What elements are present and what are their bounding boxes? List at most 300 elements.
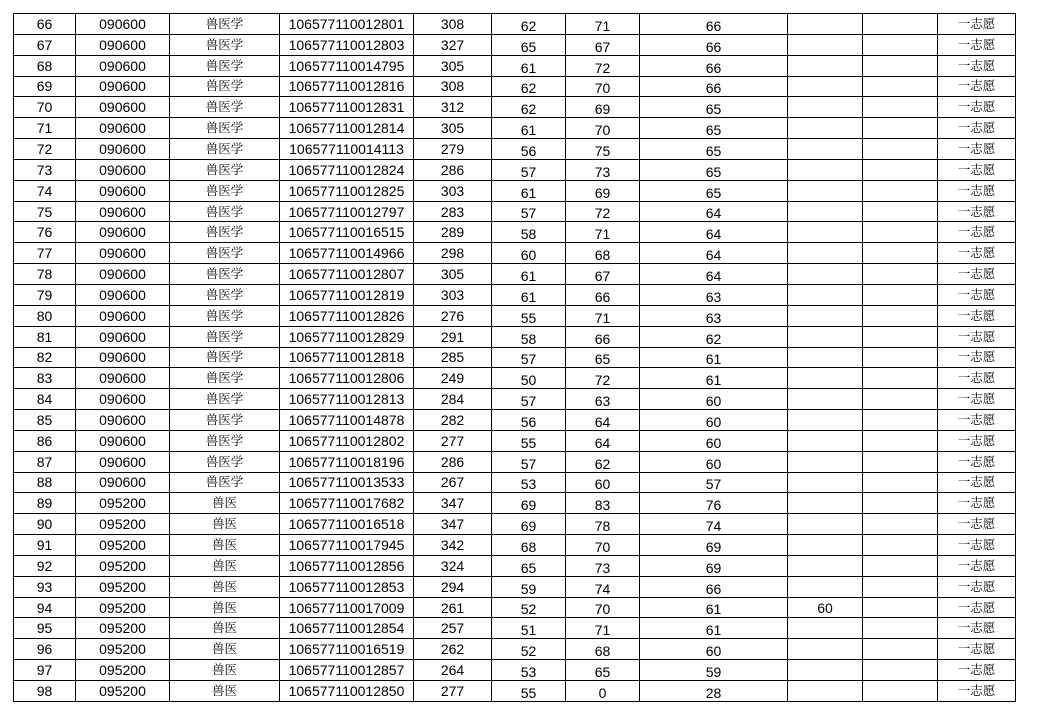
score-1-cell: 62	[492, 97, 566, 118]
total-score-cell: 342	[414, 535, 492, 556]
total-score-cell: 277	[414, 681, 492, 702]
score-3-cell: 60	[640, 639, 788, 660]
extra-score-2-cell	[863, 639, 938, 660]
volunteer-status-cell: 一志愿	[938, 180, 1016, 201]
row-number-cell: 72	[14, 139, 76, 160]
score-2-cell: 66	[566, 326, 640, 347]
major-name-cell: 兽医学	[170, 76, 280, 97]
major-name-cell: 兽医学	[170, 14, 280, 35]
total-score-cell: 305	[414, 264, 492, 285]
score-3-cell: 69	[640, 535, 788, 556]
extra-score-2-cell	[863, 555, 938, 576]
volunteer-status-cell: 一志愿	[938, 14, 1016, 35]
extra-score-2-cell	[863, 76, 938, 97]
major-name-cell: 兽医学	[170, 368, 280, 389]
major-code-cell: 090600	[76, 347, 170, 368]
candidate-id-cell: 106577110012854	[280, 618, 414, 639]
score-1-cell: 61	[492, 264, 566, 285]
candidate-id-cell: 106577110012831	[280, 97, 414, 118]
score-3-cell: 60	[640, 430, 788, 451]
major-code-cell: 095200	[76, 681, 170, 702]
row-number-cell: 77	[14, 243, 76, 264]
major-name-cell: 兽医	[170, 493, 280, 514]
score-1-cell: 68	[492, 535, 566, 556]
score-1-cell: 69	[492, 493, 566, 514]
table-row	[14, 201, 1016, 222]
volunteer-status-cell: 一志愿	[938, 222, 1016, 243]
major-code-cell: 090600	[76, 222, 170, 243]
extra-score-2-cell	[863, 681, 938, 702]
score-2-cell: 72	[566, 201, 640, 222]
score-1-cell: 58	[492, 222, 566, 243]
table-row	[14, 159, 1016, 180]
volunteer-status-cell: 一志愿	[938, 368, 1016, 389]
volunteer-status-cell: 一志愿	[938, 201, 1016, 222]
score-3-cell: 63	[640, 284, 788, 305]
candidate-id-cell: 106577110014795	[280, 55, 414, 76]
table-row	[14, 618, 1016, 639]
extra-score-2-cell	[863, 139, 938, 160]
score-1-cell: 50	[492, 368, 566, 389]
candidate-id-cell: 106577110014966	[280, 243, 414, 264]
score-2-cell: 68	[566, 639, 640, 660]
major-code-cell: 090600	[76, 451, 170, 472]
score-3-cell: 65	[640, 139, 788, 160]
score-2-cell: 71	[566, 305, 640, 326]
major-code-cell: 090600	[76, 430, 170, 451]
extra-score-2-cell	[863, 472, 938, 493]
table-row	[14, 305, 1016, 326]
score-2-cell: 70	[566, 535, 640, 556]
candidate-id-cell: 106577110012807	[280, 264, 414, 285]
table-row	[14, 597, 1016, 618]
major-code-cell: 095200	[76, 555, 170, 576]
extra-score-1-cell	[788, 34, 863, 55]
total-score-cell: 294	[414, 576, 492, 597]
major-name-cell: 兽医	[170, 618, 280, 639]
score-1-cell: 57	[492, 159, 566, 180]
score-3-cell: 74	[640, 514, 788, 535]
extra-score-2-cell	[863, 535, 938, 556]
major-code-cell: 090600	[76, 201, 170, 222]
extra-score-1-cell	[788, 14, 863, 35]
score-2-cell: 62	[566, 451, 640, 472]
candidate-id-cell: 106577110012816	[280, 76, 414, 97]
candidate-id-cell: 106577110012803	[280, 34, 414, 55]
volunteer-status-cell: 一志愿	[938, 76, 1016, 97]
row-number-cell: 84	[14, 389, 76, 410]
extra-score-2-cell	[863, 243, 938, 264]
score-3-cell: 64	[640, 201, 788, 222]
score-2-cell: 72	[566, 55, 640, 76]
score-1-cell: 65	[492, 555, 566, 576]
candidate-id-cell: 106577110012818	[280, 347, 414, 368]
major-name-cell: 兽医学	[170, 451, 280, 472]
table-row	[14, 55, 1016, 76]
table-row	[14, 576, 1016, 597]
extra-score-1-cell	[788, 472, 863, 493]
row-number-cell: 98	[14, 681, 76, 702]
score-1-cell: 51	[492, 618, 566, 639]
score-1-cell: 62	[492, 14, 566, 35]
total-score-cell: 298	[414, 243, 492, 264]
row-number-cell: 90	[14, 514, 76, 535]
score-2-cell: 72	[566, 368, 640, 389]
score-3-cell: 59	[640, 660, 788, 681]
major-name-cell: 兽医	[170, 514, 280, 535]
table-row	[14, 681, 1016, 702]
major-code-cell: 090600	[76, 34, 170, 55]
candidate-id-cell: 106577110012797	[280, 201, 414, 222]
total-score-cell: 283	[414, 201, 492, 222]
table-row	[14, 555, 1016, 576]
score-1-cell: 59	[492, 576, 566, 597]
extra-score-1-cell	[788, 180, 863, 201]
volunteer-status-cell: 一志愿	[938, 118, 1016, 139]
table-row	[14, 118, 1016, 139]
row-number-cell: 97	[14, 660, 76, 681]
score-2-cell: 73	[566, 159, 640, 180]
score-2-cell: 69	[566, 180, 640, 201]
score-3-cell: 65	[640, 180, 788, 201]
row-number-cell: 68	[14, 55, 76, 76]
score-1-cell: 57	[492, 201, 566, 222]
table-row	[14, 284, 1016, 305]
score-3-cell: 60	[640, 451, 788, 472]
table-row	[14, 326, 1016, 347]
volunteer-status-cell: 一志愿	[938, 243, 1016, 264]
extra-score-1-cell	[788, 347, 863, 368]
extra-score-2-cell	[863, 493, 938, 514]
score-1-cell: 61	[492, 180, 566, 201]
major-code-cell: 090600	[76, 305, 170, 326]
row-number-cell: 82	[14, 347, 76, 368]
score-1-cell: 55	[492, 305, 566, 326]
extra-score-1-cell	[788, 243, 863, 264]
table-body	[14, 14, 1016, 702]
major-name-cell: 兽医	[170, 681, 280, 702]
candidate-id-cell: 106577110012826	[280, 305, 414, 326]
score-3-cell: 64	[640, 222, 788, 243]
major-name-cell: 兽医	[170, 597, 280, 618]
major-name-cell: 兽医学	[170, 347, 280, 368]
extra-score-2-cell	[863, 410, 938, 431]
table-row	[14, 639, 1016, 660]
major-code-cell: 090600	[76, 326, 170, 347]
extra-score-1-cell	[788, 389, 863, 410]
extra-score-2-cell	[863, 514, 938, 535]
candidate-id-cell: 106577110012813	[280, 389, 414, 410]
score-2-cell: 68	[566, 243, 640, 264]
score-3-cell: 57	[640, 472, 788, 493]
row-number-cell: 83	[14, 368, 76, 389]
score-2-cell: 71	[566, 618, 640, 639]
total-score-cell: 305	[414, 55, 492, 76]
table-row	[14, 389, 1016, 410]
score-1-cell: 61	[492, 55, 566, 76]
major-name-cell: 兽医	[170, 660, 280, 681]
total-score-cell: 257	[414, 618, 492, 639]
extra-score-1-cell	[788, 451, 863, 472]
candidate-id-cell: 106577110018196	[280, 451, 414, 472]
table-row	[14, 347, 1016, 368]
row-number-cell: 86	[14, 430, 76, 451]
candidate-id-cell: 106577110014878	[280, 410, 414, 431]
volunteer-status-cell: 一志愿	[938, 576, 1016, 597]
score-2-cell: 78	[566, 514, 640, 535]
extra-score-2-cell	[863, 347, 938, 368]
total-score-cell: 305	[414, 118, 492, 139]
score-2-cell: 64	[566, 430, 640, 451]
table-row	[14, 139, 1016, 160]
major-code-cell: 095200	[76, 660, 170, 681]
major-name-cell: 兽医学	[170, 410, 280, 431]
extra-score-1-cell	[788, 284, 863, 305]
table-row	[14, 34, 1016, 55]
score-1-cell: 61	[492, 118, 566, 139]
major-code-cell: 090600	[76, 76, 170, 97]
table-row	[14, 451, 1016, 472]
major-name-cell: 兽医学	[170, 180, 280, 201]
candidate-id-cell: 106577110016515	[280, 222, 414, 243]
major-name-cell: 兽医学	[170, 264, 280, 285]
candidate-id-cell: 106577110013533	[280, 472, 414, 493]
total-score-cell: 303	[414, 180, 492, 201]
table-row	[14, 493, 1016, 514]
candidate-id-cell: 106577110012850	[280, 681, 414, 702]
extra-score-2-cell	[863, 451, 938, 472]
table-row	[14, 430, 1016, 451]
table-row	[14, 243, 1016, 264]
extra-score-2-cell	[863, 118, 938, 139]
score-1-cell: 60	[492, 243, 566, 264]
total-score-cell: 249	[414, 368, 492, 389]
row-number-cell: 66	[14, 14, 76, 35]
extra-score-2-cell	[863, 326, 938, 347]
volunteer-status-cell: 一志愿	[938, 264, 1016, 285]
row-number-cell: 73	[14, 159, 76, 180]
table-row	[14, 97, 1016, 118]
major-name-cell: 兽医学	[170, 118, 280, 139]
total-score-cell: 264	[414, 660, 492, 681]
major-code-cell: 095200	[76, 618, 170, 639]
candidate-id-cell: 106577110012801	[280, 14, 414, 35]
score-3-cell: 28	[640, 681, 788, 702]
row-number-cell: 75	[14, 201, 76, 222]
volunteer-status-cell: 一志愿	[938, 555, 1016, 576]
major-code-cell: 090600	[76, 14, 170, 35]
candidate-id-cell: 106577110017682	[280, 493, 414, 514]
major-code-cell: 090600	[76, 139, 170, 160]
table-row	[14, 514, 1016, 535]
score-2-cell: 71	[566, 222, 640, 243]
volunteer-status-cell: 一志愿	[938, 55, 1016, 76]
score-3-cell: 62	[640, 326, 788, 347]
major-code-cell: 090600	[76, 97, 170, 118]
volunteer-status-cell: 一志愿	[938, 597, 1016, 618]
volunteer-status-cell: 一志愿	[938, 159, 1016, 180]
extra-score-1-cell	[788, 118, 863, 139]
score-3-cell: 66	[640, 576, 788, 597]
total-score-cell: 347	[414, 493, 492, 514]
score-2-cell: 75	[566, 139, 640, 160]
extra-score-2-cell	[863, 576, 938, 597]
extra-score-1-cell	[788, 430, 863, 451]
score-1-cell: 58	[492, 326, 566, 347]
total-score-cell: 303	[414, 284, 492, 305]
candidate-id-cell: 106577110012814	[280, 118, 414, 139]
row-number-cell: 94	[14, 597, 76, 618]
major-code-cell: 095200	[76, 639, 170, 660]
score-1-cell: 57	[492, 347, 566, 368]
volunteer-status-cell: 一志愿	[938, 389, 1016, 410]
total-score-cell: 262	[414, 639, 492, 660]
score-3-cell: 65	[640, 159, 788, 180]
extra-score-1-cell	[788, 97, 863, 118]
volunteer-status-cell: 一志愿	[938, 472, 1016, 493]
candidate-id-cell: 106577110012824	[280, 159, 414, 180]
extra-score-1-cell	[788, 639, 863, 660]
major-name-cell: 兽医	[170, 639, 280, 660]
row-number-cell: 70	[14, 97, 76, 118]
volunteer-status-cell: 一志愿	[938, 34, 1016, 55]
row-number-cell: 89	[14, 493, 76, 514]
extra-score-1-cell	[788, 410, 863, 431]
total-score-cell: 308	[414, 76, 492, 97]
score-1-cell: 61	[492, 284, 566, 305]
score-1-cell: 57	[492, 451, 566, 472]
extra-score-1-cell	[788, 326, 863, 347]
total-score-cell: 279	[414, 139, 492, 160]
candidate-id-cell: 106577110012819	[280, 284, 414, 305]
score-1-cell: 52	[492, 639, 566, 660]
candidate-id-cell: 106577110014113	[280, 139, 414, 160]
row-number-cell: 91	[14, 535, 76, 556]
major-code-cell: 095200	[76, 597, 170, 618]
score-2-cell: 69	[566, 97, 640, 118]
extra-score-2-cell	[863, 159, 938, 180]
table-row	[14, 76, 1016, 97]
extra-score-2-cell	[863, 180, 938, 201]
extra-score-1-cell	[788, 368, 863, 389]
score-2-cell: 67	[566, 34, 640, 55]
extra-score-1-cell	[788, 139, 863, 160]
volunteer-status-cell: 一志愿	[938, 97, 1016, 118]
major-code-cell: 090600	[76, 410, 170, 431]
extra-score-1-cell	[788, 159, 863, 180]
extra-score-2-cell	[863, 430, 938, 451]
total-score-cell: 324	[414, 555, 492, 576]
total-score-cell: 327	[414, 34, 492, 55]
table-row	[14, 14, 1016, 35]
score-2-cell: 70	[566, 118, 640, 139]
total-score-cell: 286	[414, 159, 492, 180]
score-1-cell: 56	[492, 139, 566, 160]
score-3-cell: 66	[640, 76, 788, 97]
major-name-cell: 兽医学	[170, 159, 280, 180]
table-row	[14, 660, 1016, 681]
major-code-cell: 095200	[76, 576, 170, 597]
row-number-cell: 78	[14, 264, 76, 285]
major-name-cell: 兽医	[170, 535, 280, 556]
row-number-cell: 92	[14, 555, 76, 576]
major-code-cell: 095200	[76, 514, 170, 535]
candidate-id-cell: 106577110012806	[280, 368, 414, 389]
volunteer-status-cell: 一志愿	[938, 139, 1016, 160]
extra-score-2-cell	[863, 97, 938, 118]
score-1-cell: 65	[492, 34, 566, 55]
score-3-cell: 65	[640, 118, 788, 139]
volunteer-status-cell: 一志愿	[938, 535, 1016, 556]
total-score-cell: 282	[414, 410, 492, 431]
extra-score-2-cell	[863, 55, 938, 76]
extra-score-2-cell	[863, 222, 938, 243]
score-1-cell: 56	[492, 410, 566, 431]
total-score-cell: 347	[414, 514, 492, 535]
major-code-cell: 090600	[76, 118, 170, 139]
major-code-cell: 095200	[76, 535, 170, 556]
extra-score-2-cell	[863, 34, 938, 55]
major-name-cell: 兽医学	[170, 389, 280, 410]
major-code-cell: 090600	[76, 159, 170, 180]
row-number-cell: 87	[14, 451, 76, 472]
score-3-cell: 66	[640, 14, 788, 35]
volunteer-status-cell: 一志愿	[938, 326, 1016, 347]
extra-score-1-cell: 60	[788, 597, 863, 618]
major-name-cell: 兽医学	[170, 472, 280, 493]
total-score-cell: 277	[414, 430, 492, 451]
volunteer-status-cell: 一志愿	[938, 660, 1016, 681]
score-2-cell: 65	[566, 347, 640, 368]
score-1-cell: 69	[492, 514, 566, 535]
score-3-cell: 66	[640, 34, 788, 55]
extra-score-1-cell	[788, 618, 863, 639]
major-name-cell: 兽医学	[170, 34, 280, 55]
extra-score-1-cell	[788, 493, 863, 514]
table-row	[14, 535, 1016, 556]
score-2-cell: 65	[566, 660, 640, 681]
table-row	[14, 472, 1016, 493]
volunteer-status-cell: 一志愿	[938, 681, 1016, 702]
volunteer-status-cell: 一志愿	[938, 618, 1016, 639]
major-code-cell: 090600	[76, 243, 170, 264]
major-name-cell: 兽医学	[170, 284, 280, 305]
extra-score-2-cell	[863, 368, 938, 389]
major-name-cell: 兽医学	[170, 97, 280, 118]
candidate-id-cell: 106577110012853	[280, 576, 414, 597]
score-3-cell: 60	[640, 410, 788, 431]
major-name-cell: 兽医学	[170, 243, 280, 264]
total-score-cell: 267	[414, 472, 492, 493]
extra-score-1-cell	[788, 576, 863, 597]
extra-score-2-cell	[863, 597, 938, 618]
volunteer-status-cell: 一志愿	[938, 639, 1016, 660]
score-1-cell: 55	[492, 430, 566, 451]
score-3-cell: 76	[640, 493, 788, 514]
major-code-cell: 090600	[76, 389, 170, 410]
major-code-cell: 090600	[76, 368, 170, 389]
admission-score-table	[13, 13, 1016, 702]
total-score-cell: 289	[414, 222, 492, 243]
extra-score-1-cell	[788, 681, 863, 702]
extra-score-2-cell	[863, 305, 938, 326]
major-name-cell: 兽医	[170, 555, 280, 576]
score-1-cell: 52	[492, 597, 566, 618]
row-number-cell: 85	[14, 410, 76, 431]
score-2-cell: 67	[566, 264, 640, 285]
score-3-cell: 61	[640, 618, 788, 639]
major-code-cell: 090600	[76, 284, 170, 305]
